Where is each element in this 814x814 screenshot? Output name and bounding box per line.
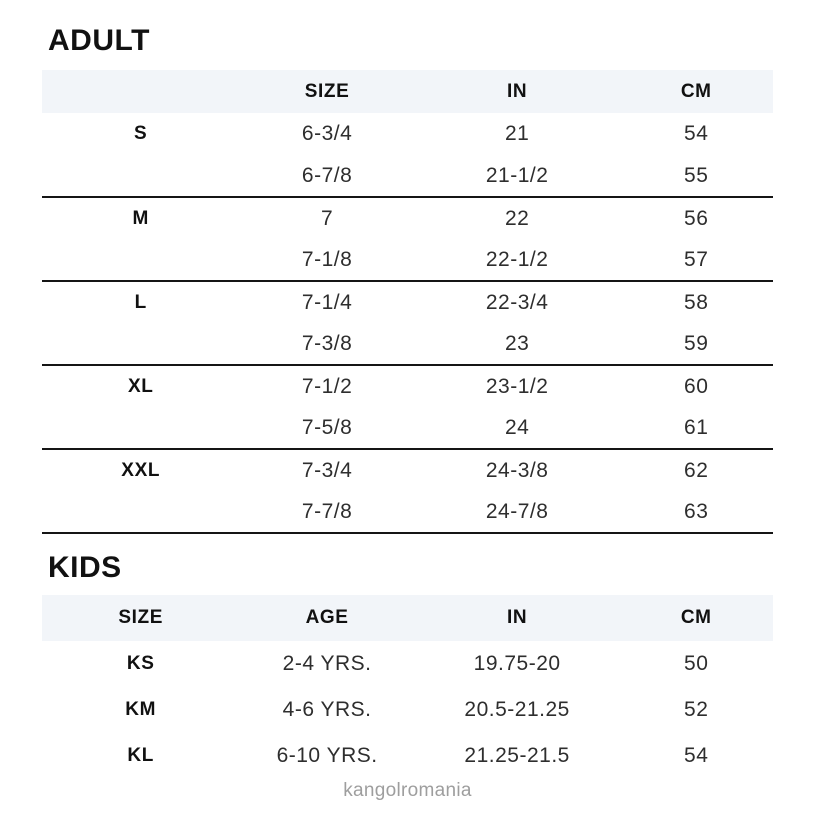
cell-cm: 61 <box>684 415 709 439</box>
cell-in: 23 <box>504 331 530 355</box>
table-row-s-2 <box>42 155 773 197</box>
adult-header-in: IN <box>507 80 528 102</box>
table-row-kl <box>42 733 773 779</box>
kids-header-size: SIZE <box>118 607 163 628</box>
kids-header-in: IN <box>507 607 528 628</box>
cell-size: 7-5/8 <box>301 415 353 439</box>
size-label-empty <box>42 407 239 449</box>
cell-size: 7-1/4 <box>301 290 353 314</box>
cell-size: 7-7/8 <box>301 499 353 523</box>
cell-in: 24 <box>504 415 530 439</box>
cell-age: 2-4 YRS. <box>282 652 372 675</box>
cell-in: 21 <box>504 122 530 145</box>
cell-cm: 50 <box>684 652 709 675</box>
cell-cm: 55 <box>684 163 709 187</box>
cell-size: 6-3/4 <box>301 122 353 145</box>
size-label-xl: XL <box>127 375 154 397</box>
adult-header-size: SIZE <box>304 80 350 102</box>
cell-cm: 58 <box>684 290 709 314</box>
cell-size: 7-1/8 <box>301 247 353 271</box>
cell-size: 7-3/4 <box>301 458 353 482</box>
table-row-xl-1 <box>42 365 773 407</box>
cell-size: 7 <box>320 206 334 230</box>
kids-size-table <box>42 595 773 779</box>
cell-cm: 60 <box>684 374 709 398</box>
cell-cm: 52 <box>684 698 709 721</box>
cell-in: 19.75-20 <box>473 652 561 675</box>
cell-cm: 62 <box>684 458 709 482</box>
cell-age: 4-6 YRS. <box>282 698 372 721</box>
adult-size-table <box>42 70 773 534</box>
adult-header-row <box>42 70 773 113</box>
table-row-xxl-1 <box>42 449 773 491</box>
table-row-km <box>42 687 773 733</box>
table-row-ks <box>42 641 773 687</box>
kids-section <box>42 551 773 779</box>
size-label-xxl: XXL <box>121 459 161 481</box>
table-row-l-1 <box>42 281 773 323</box>
adult-header-cm: CM <box>680 80 712 102</box>
table-row-s-1 <box>42 113 773 155</box>
kids-section-title: KIDS <box>48 551 122 584</box>
cell-cm: 63 <box>684 499 709 523</box>
cell-size: 6-7/8 <box>301 163 353 187</box>
cell-size: 7-3/8 <box>301 331 353 355</box>
cell-in: 20.5-21.25 <box>464 698 570 721</box>
size-label-s: S <box>134 123 148 144</box>
cell-cm: 54 <box>684 122 709 145</box>
cell-cm: 59 <box>684 331 709 355</box>
size-label-m: M <box>132 207 149 229</box>
cell-in: 22-1/2 <box>485 247 549 271</box>
size-label-l: L <box>134 291 147 313</box>
table-row-xl-2 <box>42 407 773 449</box>
cell-in: 23-1/2 <box>485 374 549 398</box>
cell-in: 21-1/2 <box>485 163 549 187</box>
cell-cm: 54 <box>684 744 709 767</box>
size-label-empty <box>42 491 239 533</box>
kids-header-age: AGE <box>305 607 349 628</box>
size-label-km: KM <box>125 699 157 720</box>
cell-cm: 57 <box>684 247 709 271</box>
size-label-kl: KL <box>127 745 154 766</box>
size-label-empty <box>42 323 239 365</box>
adult-header-blank <box>42 70 239 113</box>
cell-in: 24-3/8 <box>485 458 549 482</box>
adult-section <box>42 24 773 534</box>
cell-age: 6-10 YRS. <box>276 744 378 767</box>
watermark: kangolromania <box>343 780 472 801</box>
adult-section-title: ADULT <box>48 24 150 57</box>
size-label-empty <box>42 239 239 281</box>
table-row-l-2 <box>42 323 773 365</box>
table-row-m-2 <box>42 239 773 281</box>
kids-header-row <box>42 595 773 641</box>
kids-header-cm: CM <box>680 607 712 628</box>
cell-in: 22-3/4 <box>485 290 549 314</box>
cell-cm: 56 <box>684 206 709 230</box>
cell-size: 7-1/2 <box>301 374 353 398</box>
cell-in: 21.25-21.5 <box>464 744 570 767</box>
cell-in: 22 <box>504 206 530 230</box>
table-row-xxl-2 <box>42 491 773 533</box>
table-row-m-1 <box>42 197 773 239</box>
size-label-empty <box>42 155 239 197</box>
size-label-ks: KS <box>126 653 155 674</box>
cell-in: 24-7/8 <box>485 499 549 523</box>
